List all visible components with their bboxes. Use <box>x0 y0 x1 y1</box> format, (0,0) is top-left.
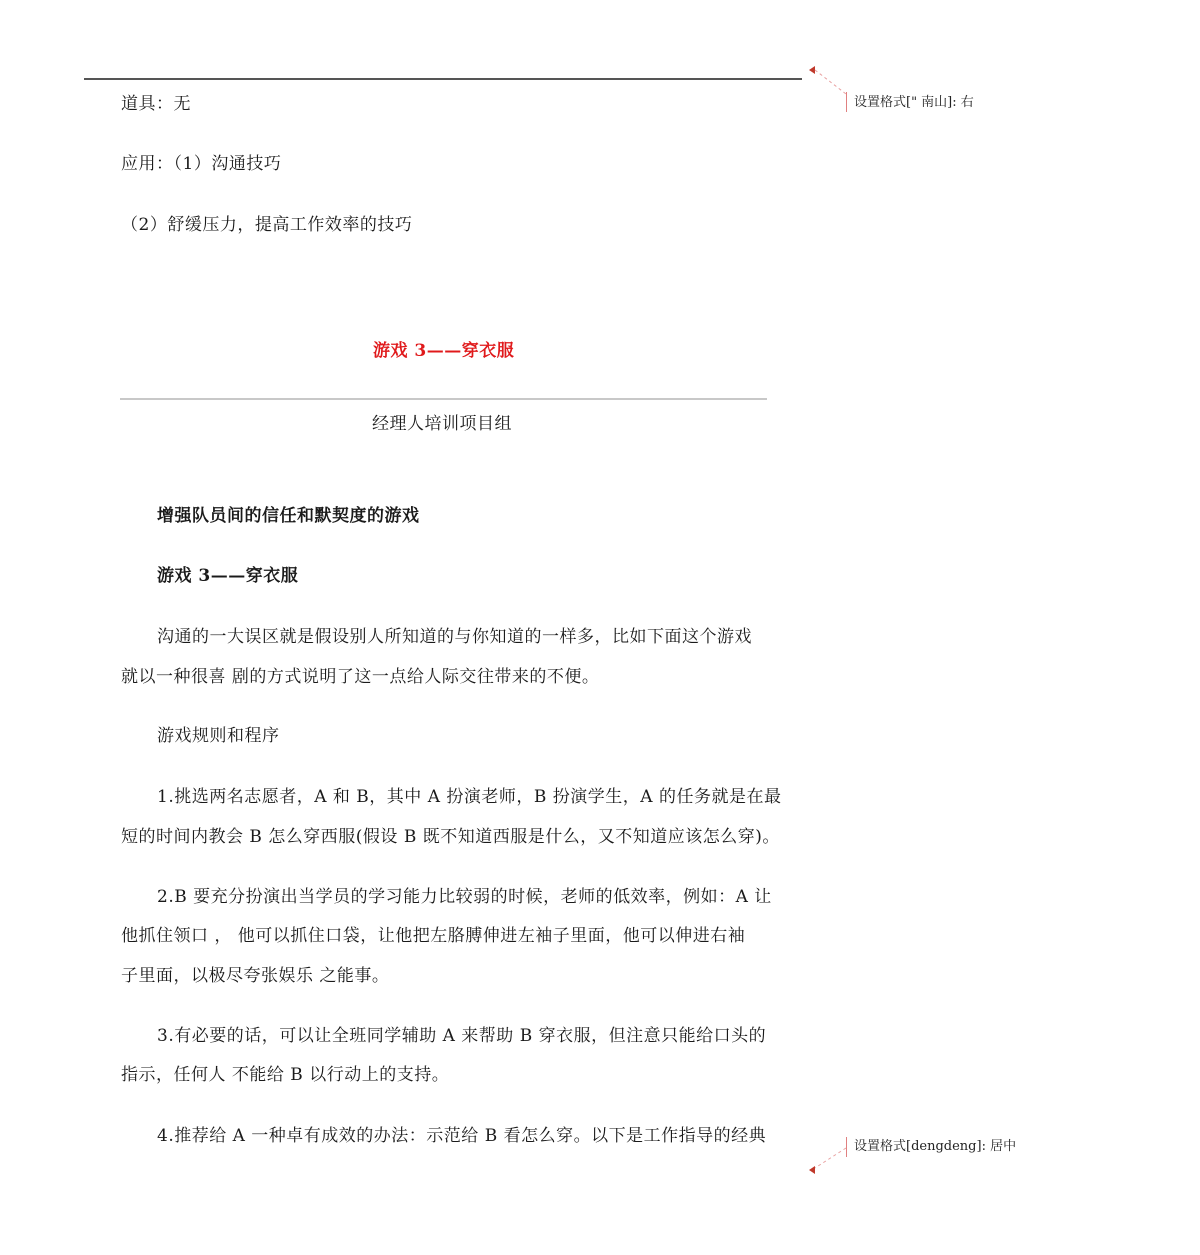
intro-line-1: 沟通的一大误区就是假设别人所知道的与你知道的一样多，比如下面这个游戏 <box>157 627 752 647</box>
rule-1-line-2: 短的时间内教会 B 怎么穿西服(假设 B 既不知道西服是什么，又不知道应该怎么穿)。 <box>121 827 780 847</box>
comment-1[interactable]: 设置格式[" 南山]: 右 <box>854 95 974 110</box>
application-line: 应用：（1）沟通技巧 <box>121 154 282 174</box>
page-title: 游戏 3——穿衣服 <box>373 341 515 361</box>
rule-3-line-2: 指示，任何人 不能给 B 以行动上的支持。 <box>121 1065 450 1085</box>
rule-1-line-1: 1.挑选两名志愿者，A 和 B，其中 A 扮演老师，B 扮演学生，A 的任务就是在最 <box>157 787 782 807</box>
rule-2-line-1: 2.B 要充分扮演出当学员的学习能力比较弱的时候，老师的低效率，例如：A 让 <box>157 887 772 907</box>
subtitle: 增强队员间的信任和默契度的游戏 <box>157 506 420 526</box>
comment-2[interactable]: 设置格式[dengdeng]: 居中 <box>854 1139 1017 1154</box>
game-title: 游戏 3——穿衣服 <box>157 566 299 586</box>
props-line: 道具：无 <box>121 94 191 114</box>
rule-2-line-3: 子里面，以极尽夸张娱乐 之能事。 <box>121 966 390 986</box>
rule-4-line-1: 4.推荐给 A 一种卓有成效的办法：示范给 B 看怎么穿。以下是工作指导的经典 <box>157 1126 767 1146</box>
comment-anchor-marker-2[interactable] <box>809 1166 815 1174</box>
intro-line-2: 就以一种很喜 剧的方式说明了这一点给人际交往带来的不便。 <box>121 667 600 687</box>
rules-heading: 游戏规则和程序 <box>157 726 280 746</box>
organizer-line: 经理人培训项目组 <box>372 414 512 434</box>
application-line-2: （2）舒缓压力，提高工作效率的技巧 <box>121 215 413 235</box>
rule-2-line-2: 他抓住领口 ， 他可以抓住口袋，让他把左胳膊伸进左袖子里面，他可以伸进右袖 <box>121 926 746 946</box>
rule-3-line-1: 3.有必要的话，可以让全班同学辅助 A 来帮助 B 穿衣服，但注意只能给口头的 <box>157 1026 767 1046</box>
